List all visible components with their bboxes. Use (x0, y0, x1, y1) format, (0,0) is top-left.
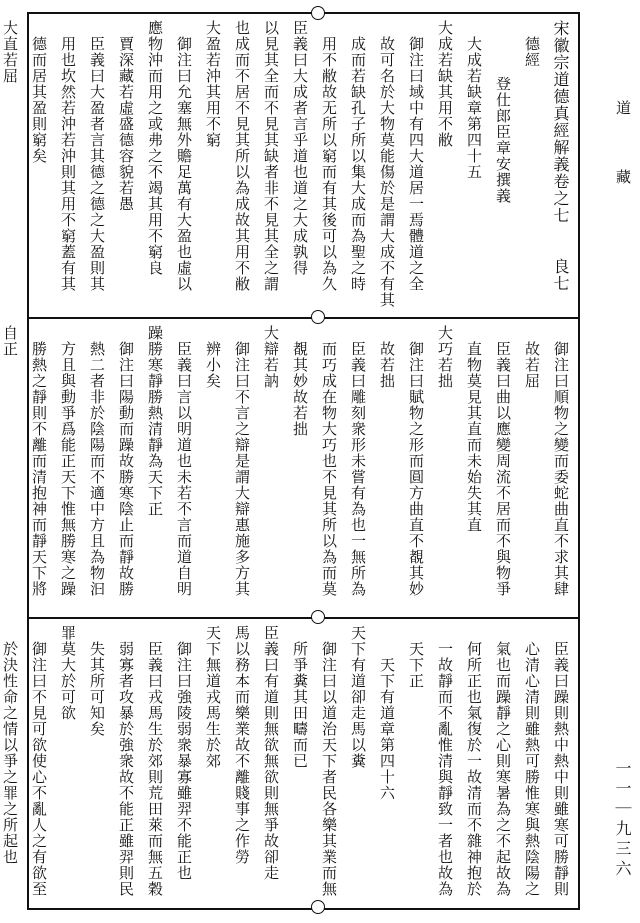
band2-column: 辨小矣 (204, 341, 222, 389)
band2-column: 自正 (1, 325, 19, 357)
band2-column: 故若屈 (523, 341, 541, 389)
band3-column: 臣義曰戎馬生於郊則荒田萊而無五穀 (146, 641, 164, 897)
band2-column: 大巧若拙 (436, 325, 454, 389)
band2-column: 方且與動爭爲能正天下惟無勝寒之躁 (59, 341, 77, 597)
band2-column: 臣義曰雕刻衆形未嘗有為也一無所為 (349, 341, 367, 597)
band2-column: 直物莫見其直而未始失其直 (465, 341, 483, 533)
band2-column: 御注曰順物之變而委蛇曲直不求其肆 (552, 341, 570, 597)
band1-column: 御注曰域中有四大道居一焉體道之全 (407, 36, 425, 292)
collection-title: 道 藏 (614, 100, 632, 202)
band1-column: 登仕郎臣章安撰義 (494, 76, 512, 204)
band2-column: 臣義曰曲以應變周流不居而不與物爭 (494, 341, 512, 597)
band3-column: 一故靜而不亂惟清與靜致一者也故為 (436, 641, 454, 897)
band3-column: 馬以務本而樂業故不離賤事之作勞 (233, 625, 251, 865)
band1-column: 賈深藏若虛盛德容貌若愚 (117, 36, 135, 212)
band2-column: 躁勝寒靜勝熱清靜為天下正 (146, 325, 164, 517)
band3-column: 心清心清則雖熱可勝惟寒與熱陰陽之 (523, 641, 541, 897)
band2-column: 臣義曰言以明道也未若不言而道自明 (175, 341, 193, 597)
band2-column: 熱二者非於陰陽而不適中方且為物汩 (88, 341, 106, 597)
band3-column: 天下有道章第四十六 (378, 657, 396, 801)
band1-column: 應物沖而用之或弗之不竭其用不窮良 (146, 20, 164, 276)
band3-column: 於決性命之情以爭之罪之所起也 (1, 641, 19, 865)
band3-column: 天下有道卻走馬以糞 (349, 625, 367, 769)
band2-column: 御注曰賦物之形而圓方曲直不覩其妙 (407, 341, 425, 597)
binding-hole-lower (311, 610, 325, 624)
folio-number: 一一｜九三六 (613, 760, 632, 880)
band1-column: 故可名於大物莫能傷於是謂大成不有其 (378, 36, 396, 308)
text-band-middle (1, 317, 578, 617)
band1-column: 大直若屈 (1, 20, 19, 84)
band3-column: 天下正 (407, 641, 425, 689)
binding-hole-top (311, 6, 325, 20)
band2-column: 而巧成在物大巧也不見其所以為而莫 (320, 341, 338, 597)
band2-column: 御注曰陽動而躁故勝寒陰止而靜故勝 (117, 341, 135, 597)
page-frame (1, 12, 580, 910)
band3-column: 罪莫大於可欲 (59, 625, 77, 721)
band1-column: 宋徽宗道德真經解義卷之七 良七 (551, 20, 570, 292)
band1-column: 也成而不居不見其所以為成故其用不敝 (233, 20, 251, 292)
band1-column: 大盈若沖其用不窮 (204, 20, 222, 148)
band3-column: 御注曰強陵弱衆暴寡雖羿不能正也 (175, 641, 193, 881)
band3-column: 失其所可知矣 (88, 641, 106, 737)
band1-column: 用不敝故无所以窮而有其後可以為久 (320, 36, 338, 292)
band3-column: 天下無道戎馬生於郊 (204, 625, 222, 769)
band3-column: 御注曰不見可欲使心不亂人之有欲至 (30, 641, 48, 897)
band1-column: 臣義曰大盈者言其德之德之大盈則其 (88, 36, 106, 292)
band2-column: 御注曰不言之辯是謂大辯惠施多方其 (233, 341, 251, 597)
text-band-bottom (1, 617, 578, 908)
band3-column: 氣也而躁靜之心則寒暑為之不起故為 (494, 641, 512, 897)
band1-column: 大成若缺其用不敝 (436, 20, 454, 148)
band1-column: 成而若缺孔子所以集大成而為聖之時 (349, 36, 367, 292)
binding-hole-bottom (311, 900, 325, 914)
band1-column: 以見其全而不見其缺者非不見其全之謂 (262, 20, 280, 292)
band1-column: 德而居其盈則窮矣 (30, 36, 48, 164)
band3-column: 御注曰以道治天下者民各樂其業而無 (320, 641, 338, 897)
band2-column: 大辯若訥 (262, 325, 280, 389)
band3-column: 何所正也氣復於一故清而不雜神抱於 (465, 641, 483, 897)
band2-column: 故若拙 (378, 341, 396, 389)
band2-column: 勝熱之靜則不離而清抱神而靜天下將 (30, 341, 48, 597)
band3-column: 所爭糞其田疇而已 (291, 641, 309, 769)
band1-column: 御注曰允塞無外贍足萬有大盈也虛以 (175, 36, 193, 292)
binding-hole-upper (311, 310, 325, 324)
columns-bottom (0, 625, 572, 902)
band1-column: 用也坎然若沖若沖則其用不窮蓋有其 (59, 36, 77, 292)
band2-column: 覩其妙故若拙 (291, 341, 309, 437)
band1-column: 德經 (523, 36, 541, 68)
band1-column: 臣義曰大成者言乎道也道之大成孰得 (291, 20, 309, 276)
band3-column: 臣義曰躁則熱中熱中則雖寒可勝靜則 (552, 641, 570, 897)
band1-column: 大成若缺章第四十五 (465, 36, 483, 180)
text-band-top (1, 14, 578, 317)
band3-column: 臣義曰有道則無欲無欲則無爭故卻走 (262, 625, 280, 881)
band3-column: 弱寡者攻暴於強衆故不能正雖羿則民 (117, 641, 135, 897)
columns-top (0, 20, 572, 311)
columns-middle (0, 325, 572, 611)
